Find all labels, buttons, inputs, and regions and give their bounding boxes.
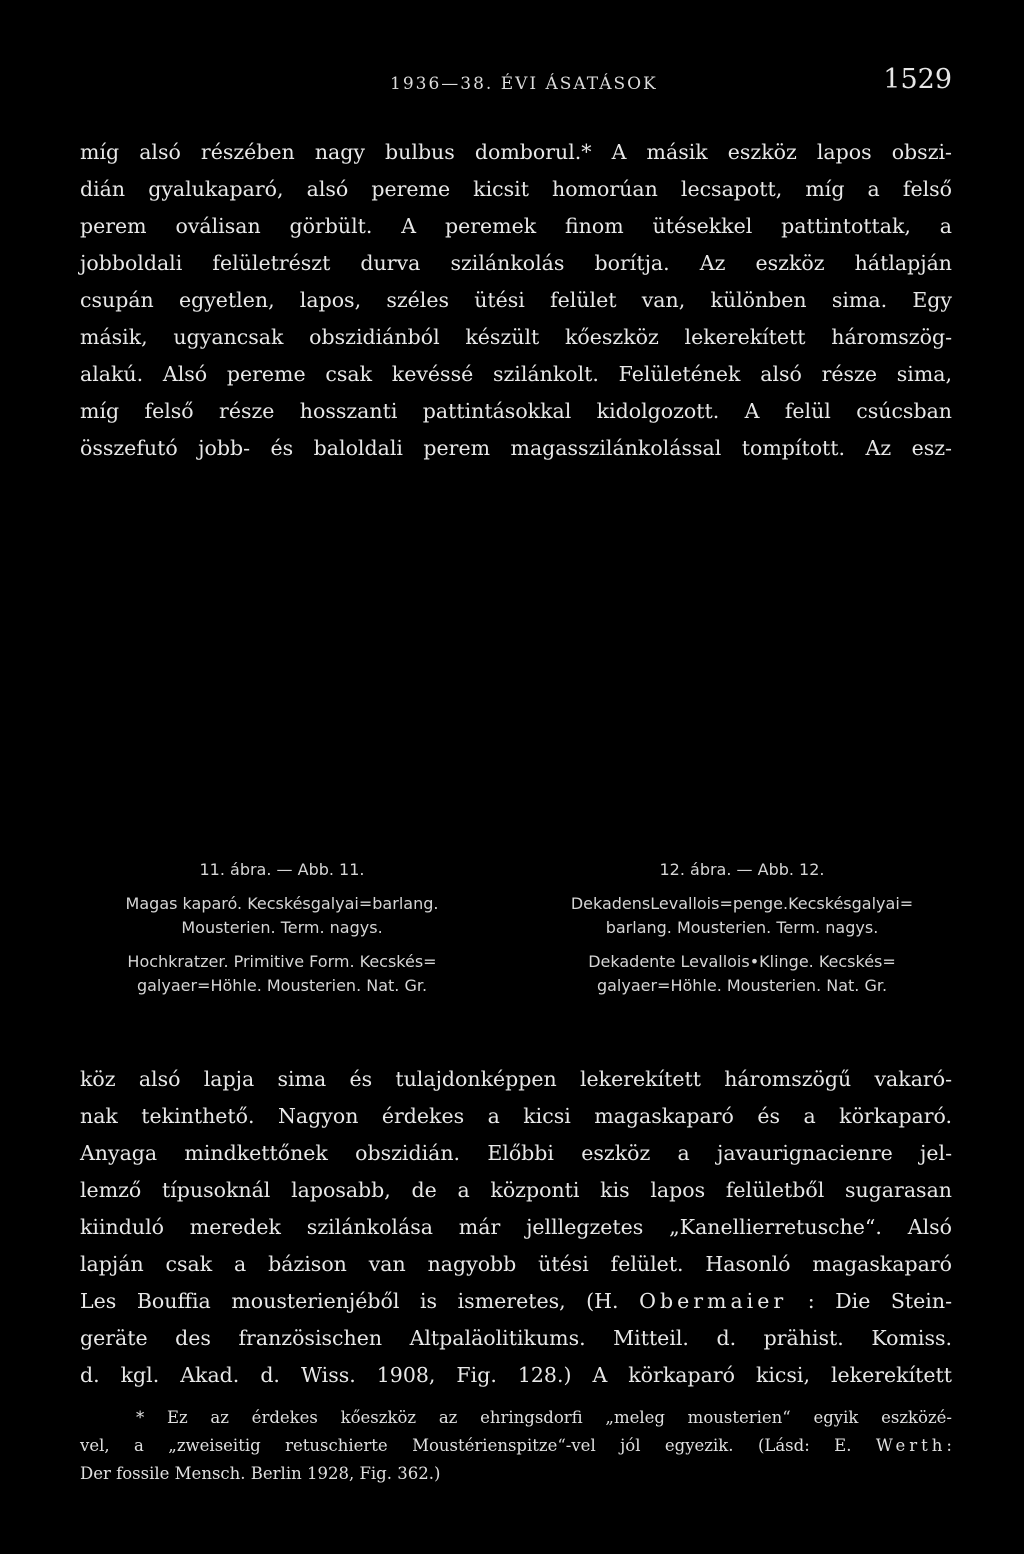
citation-post: : Die Stein- [807, 1289, 952, 1313]
figure-11-label: 11. ábra. — Abb. 11. [199, 860, 365, 879]
text-line: alakú. Alsó pereme csak kevéssé szilánkolt. Felületének alsó része sima, [80, 362, 952, 386]
footnote-line [80, 1432, 952, 1460]
figure-11-de-line2: galyaer=Höhle. Mousterien. Nat. Gr. [136, 976, 428, 995]
text-line: köz alsó lapja sima és tulajdonképpen lekerekített háromszögű vakaró- [80, 1067, 952, 1091]
running-head: 1936—38. ÉVI ÁSATÁSOK [390, 74, 658, 94]
text-line: jobboldali felületrészt durva szilánkolás borítja. Az eszköz hátlapján [80, 251, 952, 275]
figure-12-de-line2: galyaer=Höhle. Mousterien. Nat. Gr. [596, 976, 888, 995]
author-name-werth: Werth [875, 1436, 947, 1455]
text-line: nak tekinthető. Nagyon érdekes a kicsi magaskaparó és a körkaparó. [80, 1104, 952, 1128]
paragraph-bottom [80, 1061, 952, 1394]
text-line: Anyaga mindkettőnek obszidián. Előbbi eszköz a javaurignacienre jel- [80, 1141, 952, 1165]
text-line: másik, ugyancsak obszidiánból készült kőeszköz lekerekített háromszög- [80, 325, 952, 349]
figure-12-caption [522, 858, 962, 998]
figure-12-hu-line1: DekadensLevallois=penge.Kecskésgalyai= [570, 894, 914, 913]
citation-pre: Les Bouffia mousterienjéből is ismeretes, (H. [80, 1289, 619, 1313]
figure-12-hu-line2: barlang. Mousterien. Term. nagys. [605, 918, 879, 937]
text-line-citation [80, 1283, 952, 1320]
figure-11-de-line1: Hochkratzer. Primitive Form. Kecskés= [127, 952, 437, 971]
text-line: kiinduló meredek szilánkolása már jelllegzetes „Kanellierretusche“. Alsó [80, 1215, 952, 1239]
text-line: d. kgl. Akad. d. Wiss. 1908, Fig. 128.) A körkaparó kicsi, lekerekített [80, 1363, 952, 1387]
figure-11-hu-line1: Magas kaparó. Kecskésgalyai=barlang. [125, 894, 439, 913]
text-line: míg alsó részében nagy bulbus domborul.* A másik eszköz lapos obszi- [80, 140, 952, 164]
text-line: míg felső része hosszanti pattintásokkal kidolgozott. A felül csúcsban [80, 399, 952, 423]
figure-12-label: 12. ábra. — Abb. 12. [659, 860, 825, 879]
footnote [80, 1404, 952, 1488]
author-name-obermaier: Obermaier [639, 1289, 788, 1313]
text-line: lapján csak a bázison van nagyobb ütési felület. Hasonló magaskaparó [80, 1252, 952, 1276]
footnote-post: : [946, 1436, 952, 1455]
footnote-pre: vel, a „zweiseitig retuschierte Moustérienspitze“-vel jól egyezik. (Lásd: E. [80, 1436, 852, 1455]
text-line: dián gyalukaparó, alsó pereme kicsit homorúan lecsapott, míg a felső [80, 177, 952, 201]
text-line: perem oválisan görbült. A peremek finom ütésekkel pattintottak, a [80, 214, 952, 238]
figure-12-de-line1: Dekadente Levallois•Klinge. Kecskés= [588, 952, 896, 971]
paragraph-top [80, 134, 952, 467]
text-line: geräte des französischen Altpaläolitikums. Mitteil. d. prähist. Komiss. [80, 1326, 952, 1350]
text-line: csupán egyetlen, lapos, széles ütési felület van, különben sima. Egy [80, 288, 952, 312]
page-header [80, 64, 952, 104]
figure-11-caption [62, 858, 502, 998]
footnote-line: * Ez az érdekes kőeszköz az ehringsdorfi „meleg mousterien“ egyik eszközé- [136, 1408, 952, 1427]
page-number: 1529 [883, 64, 952, 95]
footnote-line: Der fossile Mensch. Berlin 1928, Fig. 362.) [80, 1464, 441, 1483]
text-line: összefutó jobb- és baloldali perem magasszilánkolással tompított. Az esz- [80, 436, 952, 460]
text-line: lemző típusoknál laposabb, de a központi kis lapos felületből sugarasan [80, 1178, 952, 1202]
figure-11-hu-line2: Mousterien. Term. nagys. [181, 918, 383, 937]
